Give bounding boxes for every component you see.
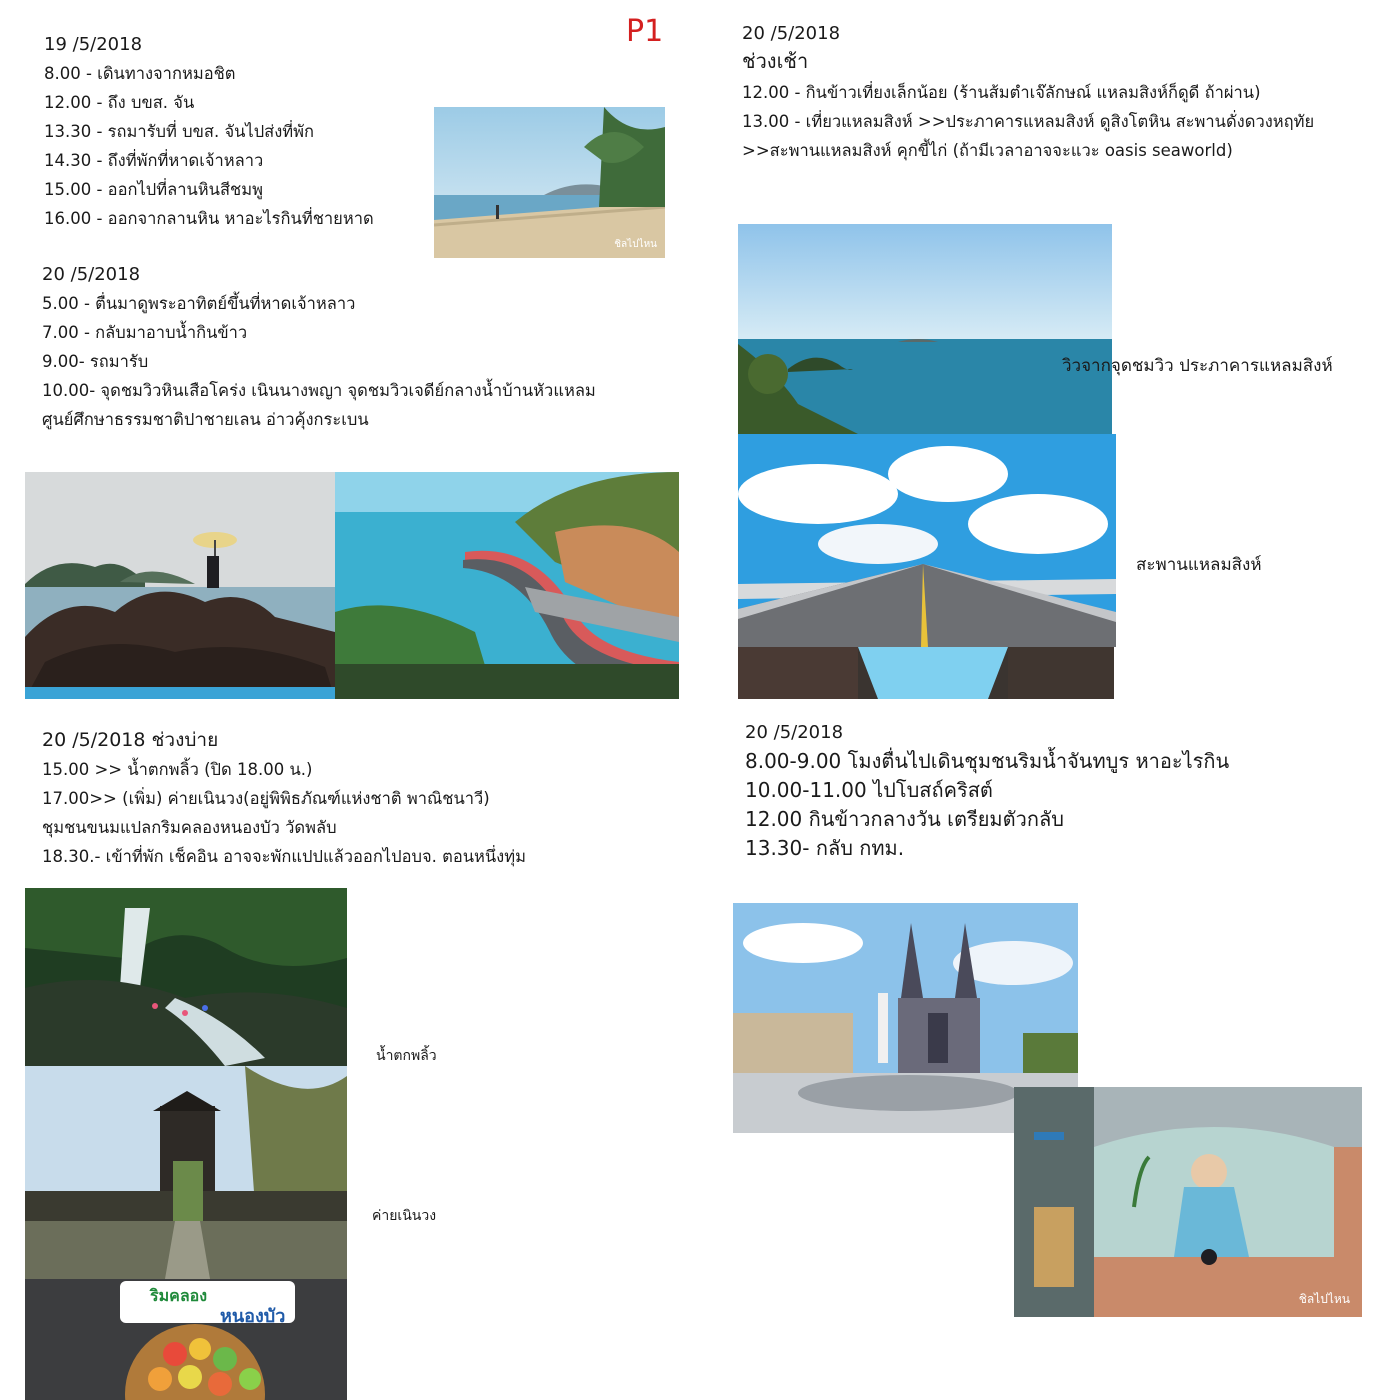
page-label: P1 — [626, 14, 664, 49]
market-photo — [25, 1279, 347, 1400]
day1-item: 16.00 - ออกจากลานหิน หาอะไรกินที่ชายหาด — [44, 209, 374, 228]
day1-item: 13.30 - รถมารับที่ บขส. จันไปส่งที่พัก — [44, 122, 315, 141]
day3-morning-item: 12.00 - กินข้าวเที่ยงเล็กน้อย (ร้านส้มตำเจ๊ลักษณ์ แหลมสิงห์ก็ดูดี ถ้าผ่าน) — [742, 83, 1261, 102]
market-sign-bottom: หนองบัว — [220, 1306, 286, 1327]
day4-date: 20 /5/2018 — [745, 722, 844, 743]
day4-item: 13.30- กลับ กทม. — [745, 836, 905, 860]
day4-item: 10.00-11.00 ไปโบสถ์คริสต์ — [745, 778, 993, 802]
lighthouse-view-photo — [738, 224, 1112, 434]
fort-photo — [25, 1066, 347, 1279]
day2-afternoon-item: 18.30.- เข้าที่พัก เช็คอิน อาจจะพักแปปแล้วออกไปอบจ. ตอนหนึ่งทุ่ม — [42, 847, 526, 866]
day2-afternoon-item: 17.00>> (เพิ่ม) ค่ายเนินวง(อยู่พิพิธภัณฑ์แห่งชาติ พาณิชนาวี) — [42, 789, 490, 808]
coastal-road-photo — [335, 472, 679, 699]
day2-afternoon-date: 20 /5/2018 ช่วงบ่าย — [42, 729, 219, 751]
day1-item: 8.00 - เดินทางจากหมอชิต — [44, 64, 236, 83]
beach-watermark: ชิลไปไหน — [614, 239, 657, 250]
bridge-photo — [738, 434, 1116, 647]
mural-watermark: ชิลไปไหน — [1298, 1292, 1350, 1306]
day3-morning-item: 13.00 - เที่ยวแหลมสิงห์ >>ประภาคารแหลมสิงห์ ดูสิงโตหิน สะพานดั่งดวงหฤทัย — [742, 112, 1315, 131]
day2-afternoon-item: 15.00 >> น้ำตกพลิ้ว (ปิด 18.00 น.) — [42, 760, 313, 779]
day3-morning-section — [742, 19, 1314, 165]
lighthouse-view-caption: วิวจากจุดชมวิว ประภาคารแหลมสิงห์ — [1062, 356, 1333, 376]
day1-item: 15.00 - ออกไปที่ลานหินสีชมพู — [44, 180, 263, 199]
day1-date: 19 /5/2018 — [44, 34, 143, 55]
waterfall-photo — [25, 888, 347, 1066]
day2-morning-section — [42, 260, 596, 434]
waterfall-caption: น้ำตกพลิ้ว — [376, 1048, 437, 1064]
day2-morning-item: 5.00 - ตื่นมาดูพระอาทิตย์ขึ้นที่หาดเจ้าหลาว — [42, 294, 356, 313]
day2-afternoon-section — [42, 726, 526, 871]
day2-morning-item: ศูนย์ศึกษาธรรมชาติปาชายเลน อ่าวคุ้งกระเบน — [42, 410, 369, 429]
rock-viewpoint-photo — [25, 472, 335, 699]
day3-morning-item: >>สะพานแหลมสิงห์ คุกขี้ไก่ (ถ้ามีเวลาอาจจะแวะ oasis seaworld) — [742, 141, 1233, 160]
day2-morning-item: 7.00 - กลับมาอาบน้ำกินข้าว — [42, 323, 248, 342]
day2-morning-item: 9.00- รถมารับ — [42, 352, 149, 371]
day2-morning-date: 20 /5/2018 — [42, 264, 141, 285]
day4-item: 12.00 กินข้าวกลางวัน เตรียมตัวกลับ — [745, 807, 1064, 831]
day2-afternoon-item: ชุมชนขนมแปลกริมคลองหนองบัว วัดพลับ — [42, 818, 337, 837]
day1-item: 12.00 - ถึง บขส. จัน — [44, 93, 195, 112]
day1-section — [44, 30, 374, 233]
day1-item: 14.30 - ถึงที่พักที่หาดเจ้าหลาว — [44, 151, 264, 170]
day3-morning-date: 20 /5/2018 — [742, 23, 841, 44]
day2-morning-item: 10.00- จุดชมวิวหินเสือโคร่ง เนินนางพญา จุดชมวิวเจดีย์กลางน้ำบ้านหัวแหลม — [42, 381, 596, 400]
day3-morning-subtitle: ช่วงเช้า — [742, 49, 809, 73]
mural-photo — [1014, 1087, 1362, 1317]
fort-caption: ค่ายเนินวง — [372, 1208, 437, 1224]
day4-section — [745, 718, 1229, 863]
bridge-caption: สะพานแหลมสิงห์ — [1136, 555, 1262, 575]
market-sign-top: ริมคลอง — [150, 1286, 208, 1305]
prison-photo — [738, 647, 1114, 699]
beach-photo — [434, 107, 665, 258]
day4-item: 8.00-9.00 โมงตื่นไปเดินชุมชนริมน้ำจันทบูร หาอะไรกิน — [745, 749, 1230, 773]
